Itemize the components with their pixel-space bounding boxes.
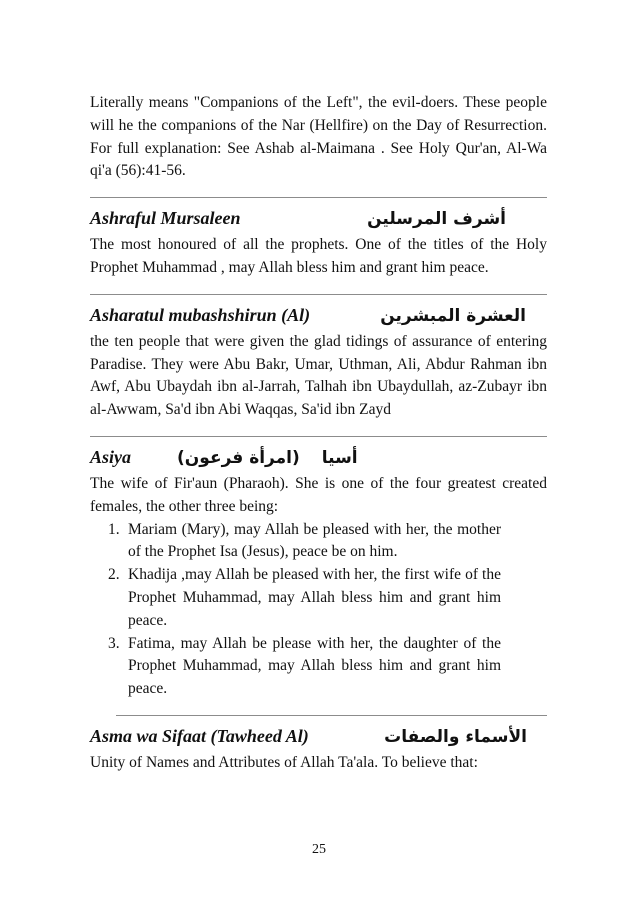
entry-term: Asharatul mubashshirun (Al) <box>90 304 311 325</box>
list-number: 1. <box>108 520 120 538</box>
divider <box>116 715 547 716</box>
entry-definition: the ten people that were given the glad tidings of assurance of entering Paradise. They were Abu Bakr, Umar, Uthman, Ali, Abdur Rahman ibn Awf, Abu Ubaydah ibn al-Jarrah, Talhah ibn Ubaydullah, az-Zubayr ibn al-Awwam, Sa'd ibn Abi Waqqas, Sa'id ibn Zayd <box>90 332 547 419</box>
list-item <box>90 564 501 632</box>
page-number: 25 <box>312 842 326 857</box>
entry-term: Ashraful Mursaleen <box>90 208 241 229</box>
entry-definition: The most honoured of all the prophets. One of the titles of the Holy Prophet Muhammad , may Allah bless him and grant him peace. <box>90 236 547 276</box>
entry-arabic: أسيا <box>321 447 358 468</box>
entry-arabic: الأسماء والصفات <box>384 726 527 747</box>
list-text: Fatima, may Allah be please with her, the daughter of the Prophet Muhammad, may Allah bless him and grant him peace. <box>128 634 501 698</box>
divider <box>90 436 547 437</box>
entry-definition: The wife of Fir'aun (Pharaoh). She is one of the four greatest created females, the other three being: <box>90 474 547 515</box>
entry-arabic: العشرة المبشرين <box>380 305 526 326</box>
entry-term: Asma wa Sifaat (Tawheed Al) <box>90 725 309 746</box>
entry-heading-asharatul-mubashshirun <box>90 305 547 331</box>
page-content <box>90 92 547 775</box>
entry-definition: Unity of Names and Attributes of Allah Ta'ala. To believe that: <box>90 753 478 771</box>
entry-heading-asma-wa-sifaat <box>90 726 547 752</box>
intro-paragraph: Literally means "Companions of the Left", the evil-doers. These people will he the companions of the Nar (Hellfire) on the Day of Resurrection. For full explanation: See Ashab al-Maimana . See Holy Qur'an, Al-Wa qi'a (56):41-56. <box>90 94 547 180</box>
entry-arabic: أشرف المرسلين <box>367 209 506 230</box>
divider <box>90 197 547 198</box>
divider <box>90 294 547 295</box>
list-item <box>90 519 501 565</box>
list-item <box>90 633 501 701</box>
numbered-list <box>90 519 547 701</box>
list-number: 2. <box>108 566 120 584</box>
entry-heading-ashraful-mursaleen <box>90 208 547 234</box>
list-text: Mariam (Mary), may Allah be pleased with her, the mother of the Prophet Isa (Jesus), peace be on him. <box>128 520 501 561</box>
entry-term: Asiya <box>90 446 132 467</box>
list-text: Khadija ,may Allah be pleased with her, the first wife of the Prophet Muhammad, may Allah bless him and grant him peace. <box>128 566 501 629</box>
entry-heading-asiya <box>90 447 547 473</box>
entry-arabic-qualifier: (امرأة فرعون) <box>177 447 300 468</box>
list-number: 3. <box>108 634 120 652</box>
